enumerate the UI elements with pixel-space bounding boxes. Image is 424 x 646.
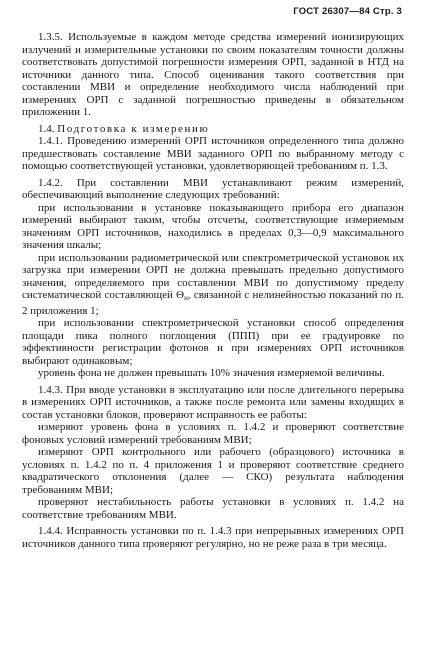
check-control-source: измеряют ОРП контрольного или рабочего (образцового) источника в условиях п. 1.4.2 по п. 4 приложения 1 и проверяют соответствие среднего квадратического отклонения (далее — СКО) результата наблюдения требованиям МВИ;: [22, 446, 404, 496]
theta-subscript: н: [184, 294, 188, 302]
check-stability: проверяют нестабильность работы установки в условиях п. 1.4.2 на соответствие требованиям МВИ.: [22, 496, 404, 521]
page-header: [22, 6, 404, 17]
requirement-load-limit: [22, 252, 404, 318]
paragraph-1-4-3: 1.4.3. При вводе установки в эксплуатацию или после длительного перерыва в измерениях ОРП источников, а также после ремонта или замены входящих в состав установки блоков, проверяют исправность ее работы:: [22, 383, 404, 421]
requirement-indicator-range: при использовании в установке показывающего прибора его диапазон измерений выбирают таким, чтобы отсчеты, соответствующие измеряемым значениям ОРП источников, находились в пределах 0,3—0,9 максимального значения шкалы;: [22, 201, 404, 251]
paragraph-1-3-5: 1.3.5. Используемые в каждом методе средства измерений ионизирующих излучений и измерительные установки по своим показателям точности должны соответствовать допустимой погрешности измерения ОРП, заданной в НТД на источники данного типа. Способ оценивания такого соответствия при составлении МВИ и определение необходимого числа наблюдений при измерениях ОРП с заданной погрешностью приведены в обязательном приложении 1.: [22, 31, 404, 118]
paragraph-1-4-1: 1.4.1. Проведению измерений ОРП источников определенного типа должно предшествовать составление МВИ заданного ОРП по выбранному методу с помощью соответствующей установки, удовлетворяющей требованиям п. 1.3.: [22, 135, 404, 172]
paragraph-1-4-4: 1.4.4. Исправность установки по п. 1.4.3 при непрерывных измерениях ОРП источников данного типа проверяют регулярно, но не реже раза в три месяца.: [22, 525, 404, 550]
check-background: измеряют уровень фона в условиях п. 1.4.2 и проверяют соответствие фоновых условий измерений требованиям МВИ;: [22, 421, 404, 446]
load-limit-tail: , связанной с нелинейностью показаний по п. 2 приложения 1;: [22, 289, 404, 317]
document-body: [22, 31, 404, 550]
section-heading: [22, 123, 404, 136]
page-number: Стр. 3: [372, 6, 402, 17]
paragraph-1-4-2: 1.4.2. При составлении МВИ устанавливают режим измерений, обеспечивающий выполнение следующих требований:: [22, 176, 404, 201]
standard-number: ГОСТ 26307—84: [293, 6, 371, 17]
load-limit-text: при использовании радиометрической или спектрометрической установок их загрузка при измерении ОРП не должна превышать предельно допустимого значения, определяемого при составлении МВИ по допустимому пределу систематической составляющей Θ: [22, 251, 404, 301]
requirement-peak-area: при использовании спектрометрической установки способ определения площади пика полного поглощения (ППП) при ее градуировке по эффективности регистрации фотонов и при измерениях ОРП источников выбирают одинаковым;: [22, 317, 404, 367]
section-number: 1.4.: [38, 122, 55, 135]
section-title: Подготовка к измерению: [57, 122, 210, 135]
requirement-background: уровень фона не должен превышать 10% значения измеряемой величины.: [38, 367, 385, 379]
